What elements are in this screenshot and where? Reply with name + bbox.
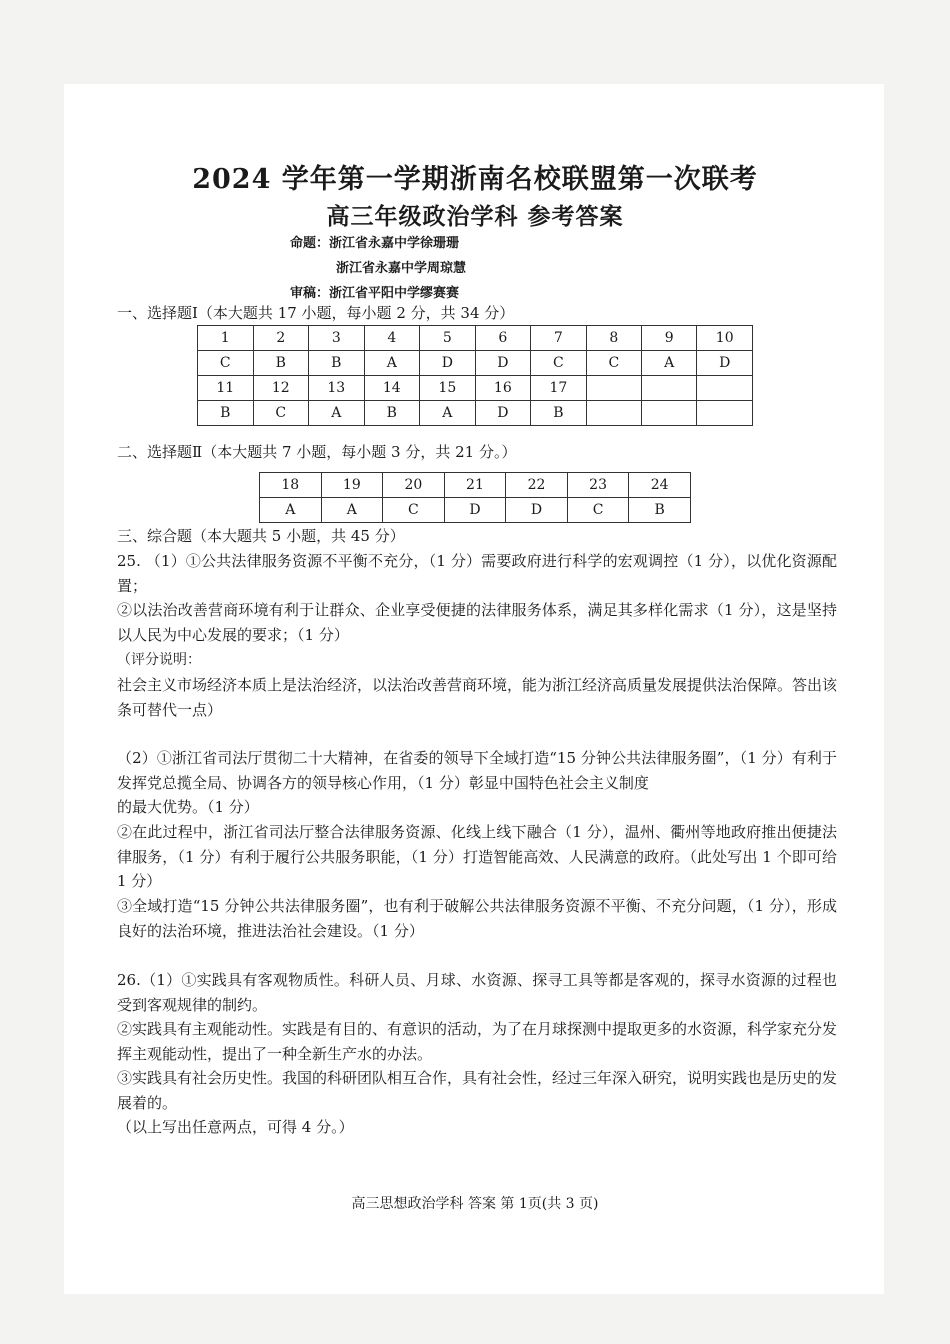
- table-cell: A: [309, 401, 365, 426]
- table-cell: [586, 376, 641, 401]
- q25-part1-point2: ②以法治改善营商环境有利于让群众、企业享受便捷的法律服务体系，满足其多样化需求（1 分），这是坚持以人民为中心发展的要求；（1 分）: [117, 601, 837, 644]
- table-cell: 6: [475, 326, 531, 351]
- table-cell: B: [364, 401, 420, 426]
- table-cell: [697, 376, 753, 401]
- table-cell: 13: [309, 376, 365, 401]
- table-cell: C: [567, 498, 629, 523]
- table-cell: C: [198, 351, 254, 376]
- credit-author-2: 浙江省永嘉中学周琼慧: [336, 261, 467, 276]
- table-cell: 17: [531, 376, 587, 401]
- q25-scoring-note-label: （评分说明：: [117, 652, 201, 668]
- table-cell: 9: [642, 326, 697, 351]
- table-cell: B: [309, 351, 365, 376]
- table-cell: D: [444, 498, 506, 523]
- table-row-numbers-2: [198, 376, 753, 401]
- q26-part1-point1: 26.（1）①实践具有客观物质性。科研人员、月球、水资源、探寻工具等都是客观的，探寻水资源的过程也受到客观规律的制约。: [117, 971, 837, 1014]
- table-cell: B: [629, 498, 691, 523]
- table-cell: D: [475, 401, 531, 426]
- table-cell: C: [586, 351, 641, 376]
- table-cell: 20: [383, 473, 445, 498]
- table-row-answers: [260, 498, 691, 523]
- table-cell: [586, 401, 641, 426]
- answer-table-1: [197, 325, 753, 426]
- q25-part2-point1: （2）①浙江省司法厅贯彻二十大精神，在省委的领导下全域打造“15 分钟公共法律服务圈”，（1 分）有利于发挥党总揽全局、协调各方的领导核心作用，（1 分）彰显中国特色社会主义制度: [117, 749, 837, 792]
- table-cell: 8: [586, 326, 641, 351]
- table-cell: 12: [253, 376, 309, 401]
- table-cell: 14: [364, 376, 420, 401]
- credit-reviewer: 审稿：浙江省平阳中学缪赛赛: [290, 286, 460, 301]
- table-row-answers-1: [198, 351, 753, 376]
- section-3-heading: 三、综合题（本大题共 5 小题，共 45 分）: [117, 527, 405, 545]
- table-cell: 24: [629, 473, 691, 498]
- table-cell: B: [253, 351, 309, 376]
- page-footer: 高三思想政治学科 答案 第 1页(共 3 页): [351, 1196, 599, 1212]
- q26-scoring-note: （以上写出任意两点，可得 4 分。）: [117, 1118, 354, 1136]
- table-cell: 2: [253, 326, 309, 351]
- table-row-numbers: [260, 473, 691, 498]
- table-cell: 21: [444, 473, 506, 498]
- table-cell: 16: [475, 376, 531, 401]
- section-1-heading: 一、选择题Ⅰ（本大题共 17 小题，每小题 2 分，共 34 分）: [117, 304, 515, 322]
- table-cell: B: [198, 401, 254, 426]
- q25-scoring-note: 社会主义市场经济本质上是法治经济，以法治改善营商环境，能为浙江经济高质量发展提供法治保障。答出该条可替代一点）: [117, 676, 838, 719]
- table-cell: 1: [198, 326, 254, 351]
- table-cell: A: [642, 351, 697, 376]
- q25-part2-point2: ②在此过程中，浙江省司法厅整合法律服务资源、化线上线下融合（1 分），温州、衢州等地政府推出便捷法律服务，（1 分）有利于履行公共服务职能，（1 分）打造智能高效、人民满意的政府。（此处写出 1 个即可给 1 分）: [117, 823, 837, 890]
- table-cell: 10: [697, 326, 753, 351]
- answer-table-2: [259, 472, 691, 523]
- table-cell: A: [364, 351, 420, 376]
- table-cell: B: [531, 401, 587, 426]
- document-subtitle: 高三年级政治学科 参考答案: [326, 203, 624, 230]
- table-cell: D: [506, 498, 568, 523]
- table-cell: 19: [321, 473, 383, 498]
- table-cell: 18: [260, 473, 322, 498]
- table-cell: C: [383, 498, 445, 523]
- table-cell: C: [253, 401, 309, 426]
- table-cell: [697, 401, 753, 426]
- table-cell: A: [321, 498, 383, 523]
- document-title: 2024 学年第一学期浙南名校联盟第一次联考: [192, 164, 758, 195]
- table-cell: [642, 376, 697, 401]
- credit-author-1: 命题：浙江省永嘉中学徐珊珊: [290, 236, 460, 251]
- table-cell: 15: [420, 376, 476, 401]
- table-cell: 23: [567, 473, 629, 498]
- table-cell: 7: [531, 326, 587, 351]
- table-cell: 5: [420, 326, 476, 351]
- table-cell: [642, 401, 697, 426]
- table-cell: 22: [506, 473, 568, 498]
- table-cell: A: [420, 401, 476, 426]
- q26-part1-point3: ③实践具有社会历史性。我国的科研团队相互合作，具有社会性，经过三年深入研究，说明实践也是历史的发展着的。: [117, 1069, 838, 1112]
- table-row-numbers-1: [198, 326, 753, 351]
- table-cell: C: [531, 351, 587, 376]
- table-cell: 4: [364, 326, 420, 351]
- table-cell: D: [475, 351, 531, 376]
- table-cell: A: [260, 498, 322, 523]
- q26-part1-point2: ②实践具有主观能动性。实践是有目的、有意识的活动，为了在月球探测中提取更多的水资源，科学家充分发挥主观能动性，提出了一种全新生产水的办法。: [117, 1020, 838, 1063]
- q25-part1-point1: 25. （1）①公共法律服务资源不平衡不充分，（1 分）需要政府进行科学的宏观调控（1 分），以优化资源配置；: [117, 552, 837, 595]
- table-cell: 3: [309, 326, 365, 351]
- table-row-answers-2: [198, 401, 753, 426]
- section-2-heading: 二、选择题Ⅱ（本大题共 7 小题，每小题 3 分，共 21 分。）: [117, 443, 517, 461]
- q25-part2-point3: ③全域打造“15 分钟公共法律服务圈”，也有利于破解公共法律服务资源不平衡、不充分问题，（1 分），形成良好的法治环境，推进法治社会建设。（1 分）: [117, 897, 837, 940]
- table-cell: D: [420, 351, 476, 376]
- table-cell: 11: [198, 376, 254, 401]
- q25-part2-point1-cont: 的最大优势。（1 分）: [117, 798, 259, 816]
- table-cell: D: [697, 351, 753, 376]
